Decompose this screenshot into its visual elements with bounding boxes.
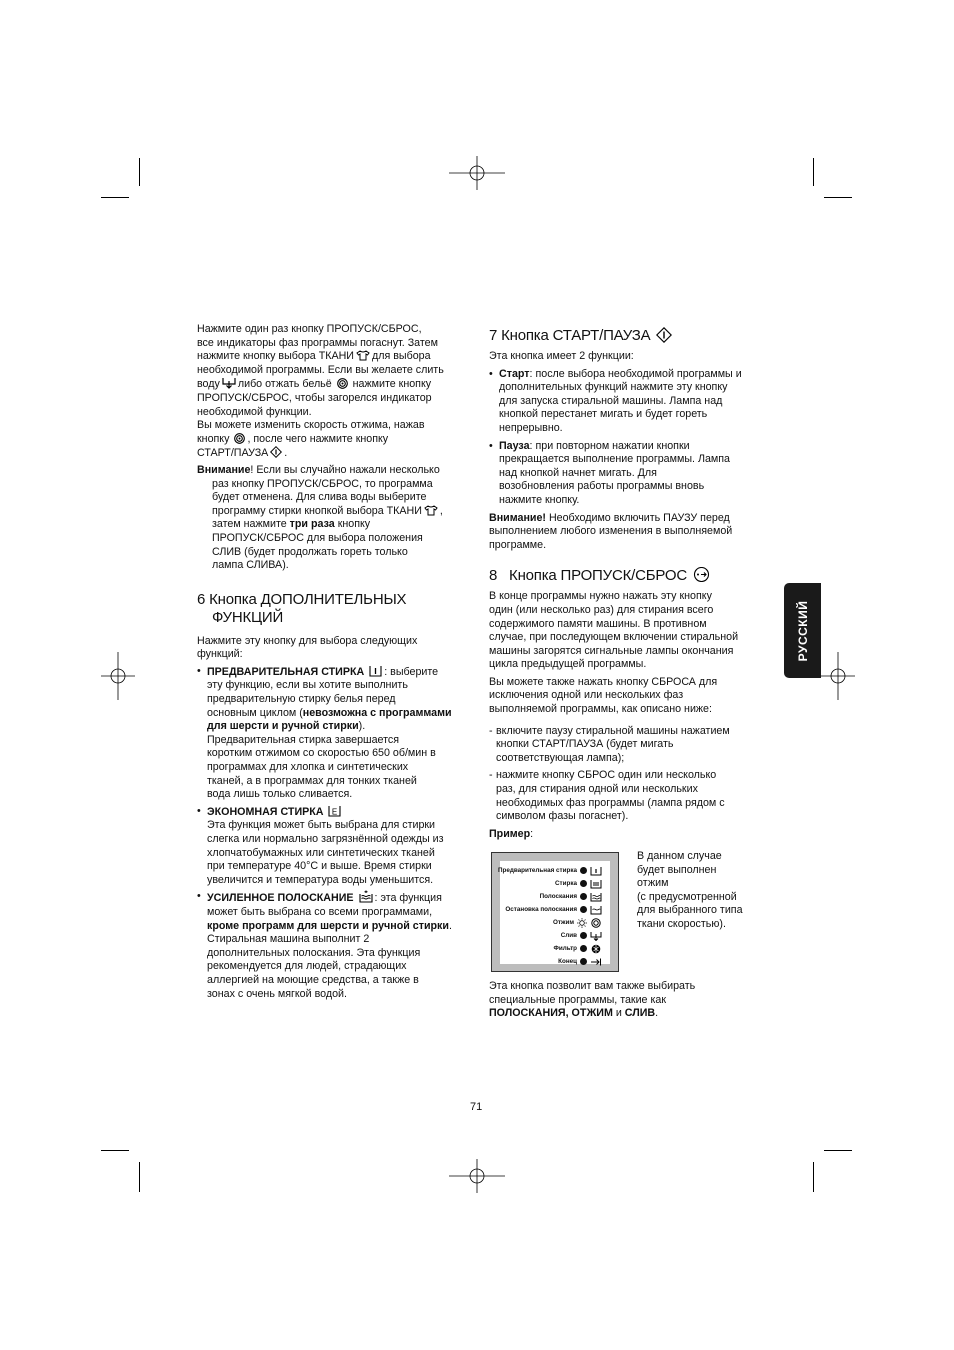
filter-icon xyxy=(590,944,602,954)
end-icon xyxy=(590,957,602,967)
registration-mark-right xyxy=(821,652,855,700)
panel-row-spin: Отжим xyxy=(553,916,602,929)
special-programs-paragraph: Эта кнопка позволит вам также выбирать специальные программы, такие как ПОЛОСКАНИЯ, ОТЖИМ и СЛИВ. xyxy=(489,980,696,1020)
panel-row-wash: Стирка xyxy=(555,877,602,890)
control-panel-illustration xyxy=(491,852,619,972)
drain-icon xyxy=(222,377,236,389)
panel-row-rinse-hold: Остановка полоскания xyxy=(505,903,602,916)
section-7-intro: Эта кнопка имеет 2 функции: xyxy=(489,350,634,362)
eco-icon xyxy=(328,805,341,817)
panel-row-filter: Фильтр xyxy=(554,942,603,955)
dash-item-pause: - включите паузу стиральной машины нажатием кнопки СТАРТ/ПАУЗА (будет мигать соответствующая лампа); xyxy=(489,724,730,764)
prewash-icon xyxy=(590,866,602,876)
dash-item-reset: - нажмите кнопку СБРОС один или несколько раз, для стирания одной или нескольких необходимых фаз программы (лампа рядом с символом фазы погаснет). xyxy=(489,769,725,823)
pause-item: • Пауза: при повторном нажатии кнопки прекращается выполнение программы. Лампа над кнопкой начнет мигать. Для возобновления работы программы вновь нажмите кнопку. xyxy=(489,439,730,506)
drain-icon xyxy=(590,931,602,941)
left-column xyxy=(197,323,469,1001)
panel-row-end: Конец xyxy=(558,955,602,968)
section-8-paragraph-1: В конце программы нужно нажать эту кнопку один (или несколько раз) для стирания всего содержимого памяти машины. В противном случае, при последующем включении стиральной машины загорятся сигнальные лампы окончания цикла предыдущей программы. xyxy=(489,590,739,671)
rinse-icon xyxy=(590,892,602,902)
extra-rinse-icon xyxy=(359,890,373,903)
indicator-lamp xyxy=(580,932,587,939)
spin-icon xyxy=(337,378,348,389)
prewash-icon xyxy=(369,665,382,677)
svg-text:E: E xyxy=(332,807,338,817)
registration-mark-left xyxy=(101,652,135,700)
section-6-title: 6 Кнопка ДОПОЛНИТЕЛЬНЫХ ФУНКЦИЙ xyxy=(197,590,407,626)
indicator-lamp xyxy=(580,958,587,965)
section-8-paragraph-2: Вы можете также нажать кнопку СБРОСА для исключения одной или нескольких фаз выполняемой программы, как описано ниже: xyxy=(489,675,718,716)
example-label: Пример: xyxy=(489,827,534,840)
panel-row-rinse: Полоскания xyxy=(540,890,602,903)
eco-wash-item: • ЭКОНОМНАЯ СТИРКА E Эта функция может быть выбрана для стирки слегка или нормально загрязнённой одежды из хлопчатобумажных или синтетических тканей при температуре 40°C и выше. Время стирки увеличится и температура воды уменьшится. xyxy=(197,804,444,886)
start-pause-icon xyxy=(656,327,672,343)
indicator-lamp xyxy=(580,867,587,874)
cancel-skip-icon xyxy=(693,567,710,582)
indicator-lamp xyxy=(580,906,587,913)
registration-mark-top xyxy=(449,156,505,190)
section-6-intro: Нажмите эту кнопку для выбора следующих функций: xyxy=(197,634,418,661)
prewash-item: • ПРЕДВАРИТЕЛЬНАЯ СТИРКА : выберите эту функцию, если вы хотите выполнить предварительную стирку белья перед основным циклом (невозможна с программами для шерсти и ручной стирки). Предварительная стирка завершается коротким отжимом со скоростью 650 об/мин в программах для хлопка и синтетических тканей, а в программах для тонких тканей вода лишь только сливается. xyxy=(197,664,452,801)
language-tab xyxy=(784,583,821,678)
spin-icon xyxy=(234,433,245,444)
blinking-lamp-icon xyxy=(577,918,587,928)
intro-paragraph: Нажмите один раз кнопку ПРОПУСК/СБРОС, все индикаторы фаз программы погаснут. Затем нажмите кнопку выбора ТКАНИ для выбора необходимой программы. Если вы желаете слить воду либо отжать бельё нажмите кнопку ПРОПУСК/СБРОС, чтобы загорелся индикатор необходимой функции. Вы можете изменить скорость отжима, нажав кнопку , после чего нажмите кнопку СТАРТ/ПАУЗА . xyxy=(197,323,444,460)
indicator-lamp xyxy=(580,880,587,887)
rinse-hold-icon xyxy=(590,905,602,915)
wash-icon xyxy=(590,879,602,889)
registration-mark-bottom xyxy=(449,1159,505,1193)
panel-row-drain: Слив xyxy=(561,929,602,942)
indicator-lamp xyxy=(580,893,587,900)
extra-rinse-item: • УСИЛЕННОЕ ПОЛОСКАНИЕ : эта функция может быть выбрана со всеми программами, кроме программ для шерсти и ручной стирки. Стиральная машина выполнит 2 дополнительных полоскания. Эта функция рекомендуется для людей, страдающих аллергией на моющие средства, а также в зонах с очень мягкой водой. xyxy=(197,890,452,1000)
panel-row-prewash: Предварительная стирка xyxy=(498,864,602,877)
example-description: В данном случае будет выполнен отжим (с предусмотренной для выбранного типа ткани скоростью). xyxy=(637,850,743,930)
page-number: 71 xyxy=(470,1101,483,1113)
indicator-lamp xyxy=(580,945,587,952)
start-pause-icon xyxy=(270,446,282,458)
pause-warning: Внимание! Необходимо включить ПАУЗУ перед выполнением любого изменения в выполняемой программе. xyxy=(489,511,733,551)
section-8-title: 8 Кнопка ПРОПУСК/СБРОС xyxy=(489,567,764,585)
start-item: • Старт: после выбора необходимой программы и дополнительных функций нажмите эту кнопку для запуска стиральной машины. Лампа над кнопкой перестанет мигать и будет гореть непрерывно. xyxy=(489,367,742,434)
spin-icon xyxy=(590,918,602,928)
shirt-icon xyxy=(356,350,370,361)
section-7-title: 7 Кнопка СТАРТ/ПАУЗА xyxy=(489,327,764,345)
shirt-icon xyxy=(424,505,438,516)
language-tab-label: РУССКИЙ xyxy=(795,600,810,661)
right-column xyxy=(489,327,764,841)
warning-paragraph: Внимание! Если вы случайно нажали несколько раз кнопку ПРОПУСК/СБРОС, то программа будет отменена. Для слива воды выберите программу стирки кнопкой выбора ТКАНИ , затем нажмите три раза кнопку ПРОПУСК/СБРОС для выбора положения СЛИВ (будет продолжать гореть только лампа СЛИВА). xyxy=(197,463,443,572)
